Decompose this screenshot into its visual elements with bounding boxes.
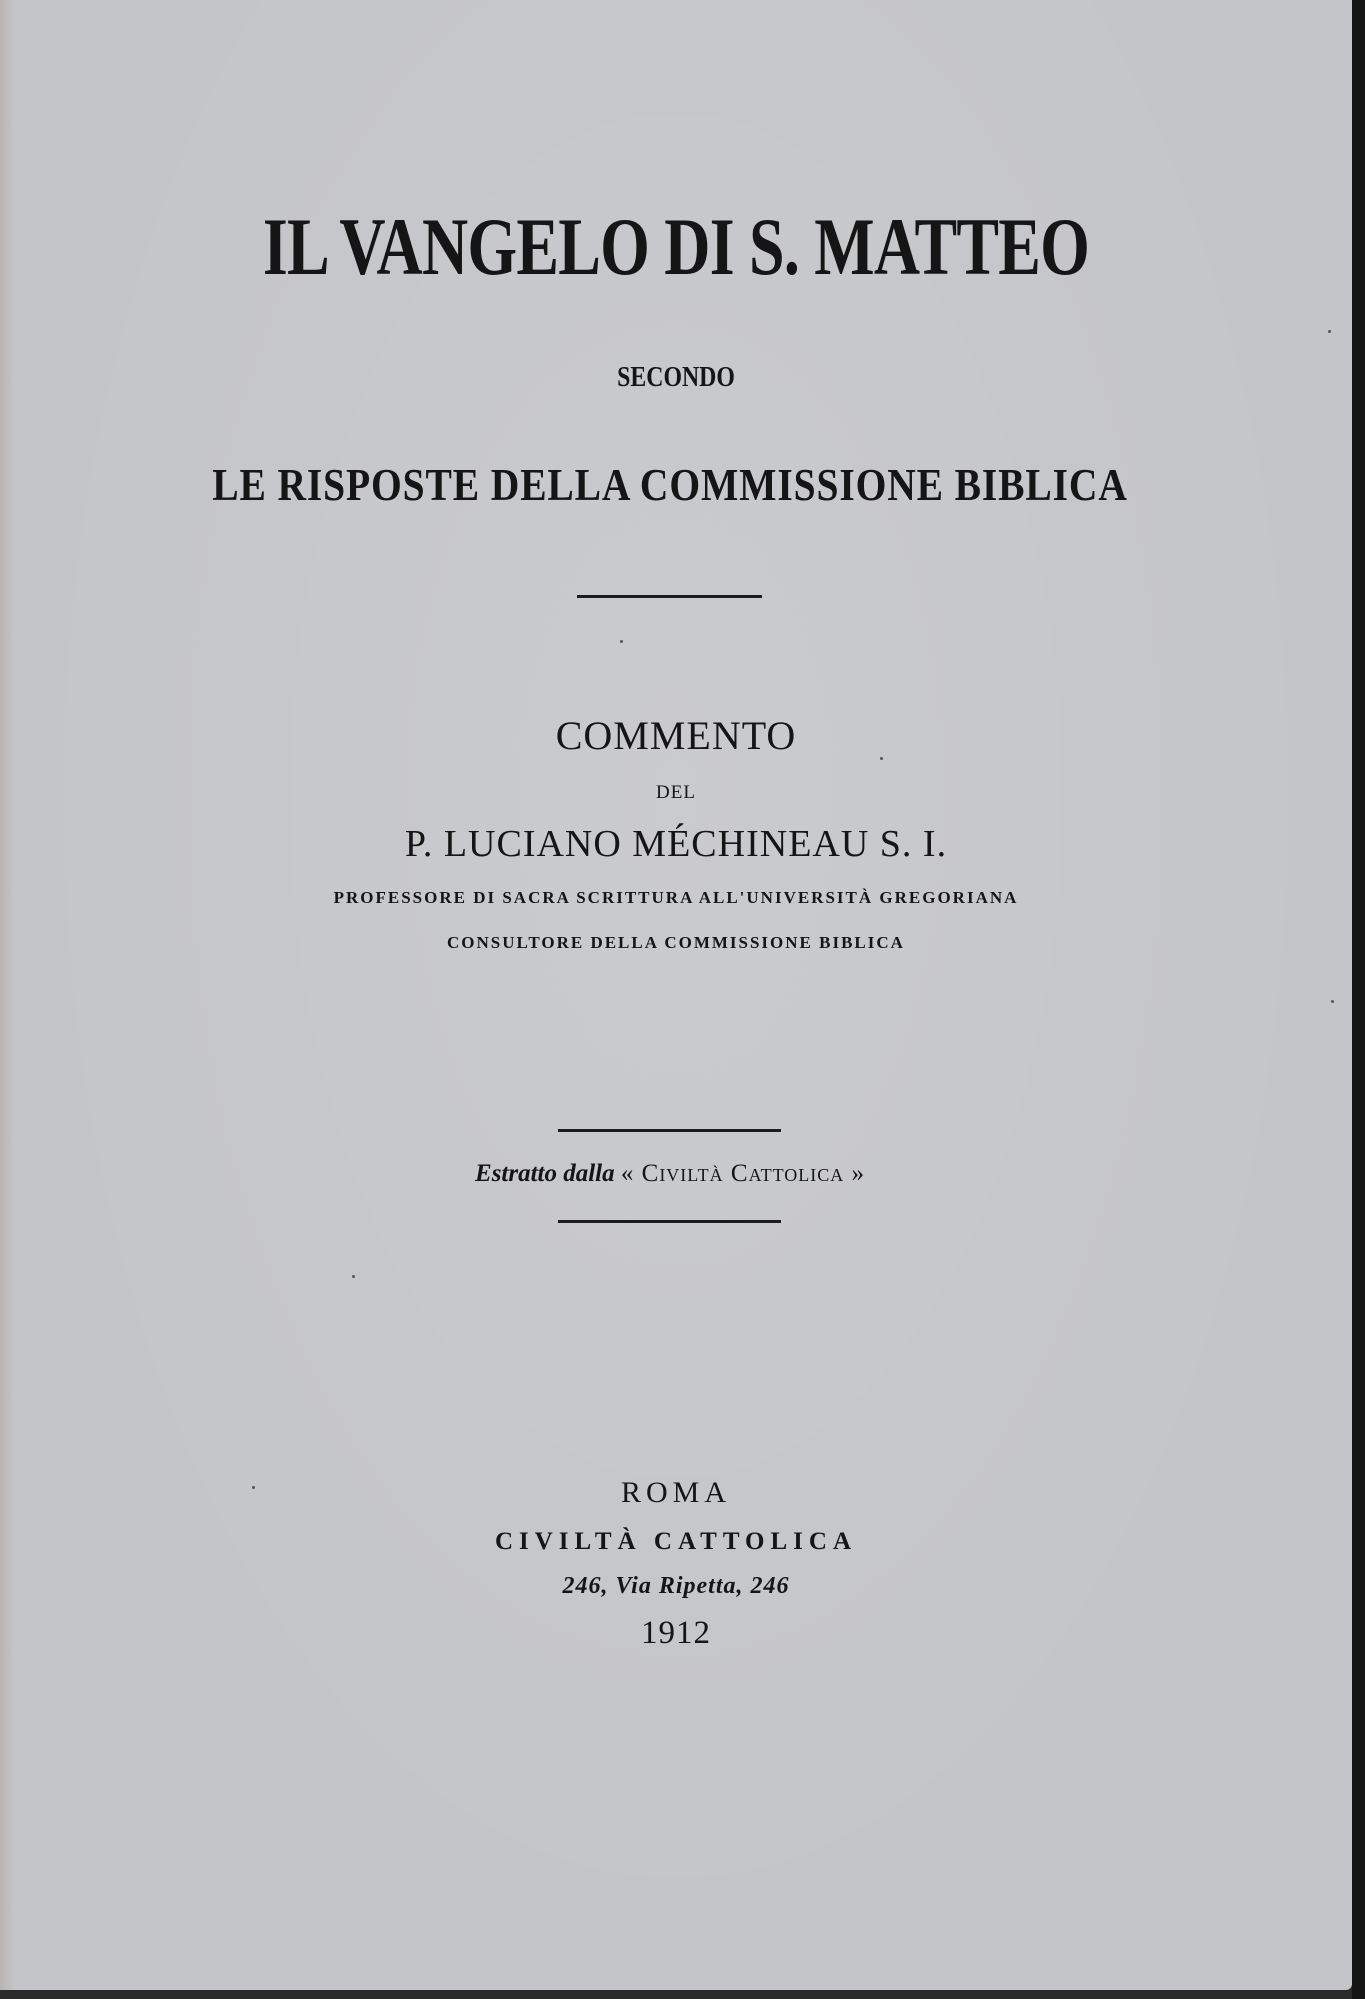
author-role-professor: PROFESSORE DI SACRA SCRITTURA ALL'UNIVERSITÀ GREGORIANA [333, 888, 1019, 907]
extract-note [0, 1160, 1346, 1188]
cover-subtitle: LE RISPOSTE DELLA COMMISSIONE BIBLICA [212, 459, 1128, 510]
extract-prefix: Estratto dalla [475, 1160, 615, 1187]
cover-commento: COMMENTO [555, 713, 797, 758]
paper-speck [880, 757, 883, 760]
paper-speck [352, 1275, 355, 1278]
cover-title: IL VANGELO DI S. MATTEO [262, 201, 1090, 292]
paper-speck [1328, 330, 1331, 333]
divider-rule-3 [558, 1220, 781, 1223]
paper-speck [1331, 1000, 1334, 1003]
book-spine-edge [1352, 0, 1365, 1999]
cover-secondo: SECONDO [617, 362, 735, 393]
divider-rule-1 [577, 595, 762, 598]
paper-speck [620, 640, 623, 643]
publisher-name: CIVILTÀ CATTOLICA [494, 1528, 858, 1555]
extract-source: « Civiltà Cattolica » [620, 1160, 865, 1187]
publication-year: 1912 [641, 1615, 711, 1651]
divider-rule-2 [558, 1129, 781, 1132]
author-role-consultant: CONSULTORE DELLA COMMISSIONE BIBLICA [447, 933, 905, 952]
cover-del: DEL [656, 782, 696, 803]
publisher-address: 246, Via Ripetta, 246 [562, 1573, 790, 1599]
publication-city: ROMA [620, 1476, 731, 1509]
author-name: P. LUCIANO MÉCHINEAU S. I. [404, 823, 948, 865]
paper-speck [252, 1486, 255, 1489]
